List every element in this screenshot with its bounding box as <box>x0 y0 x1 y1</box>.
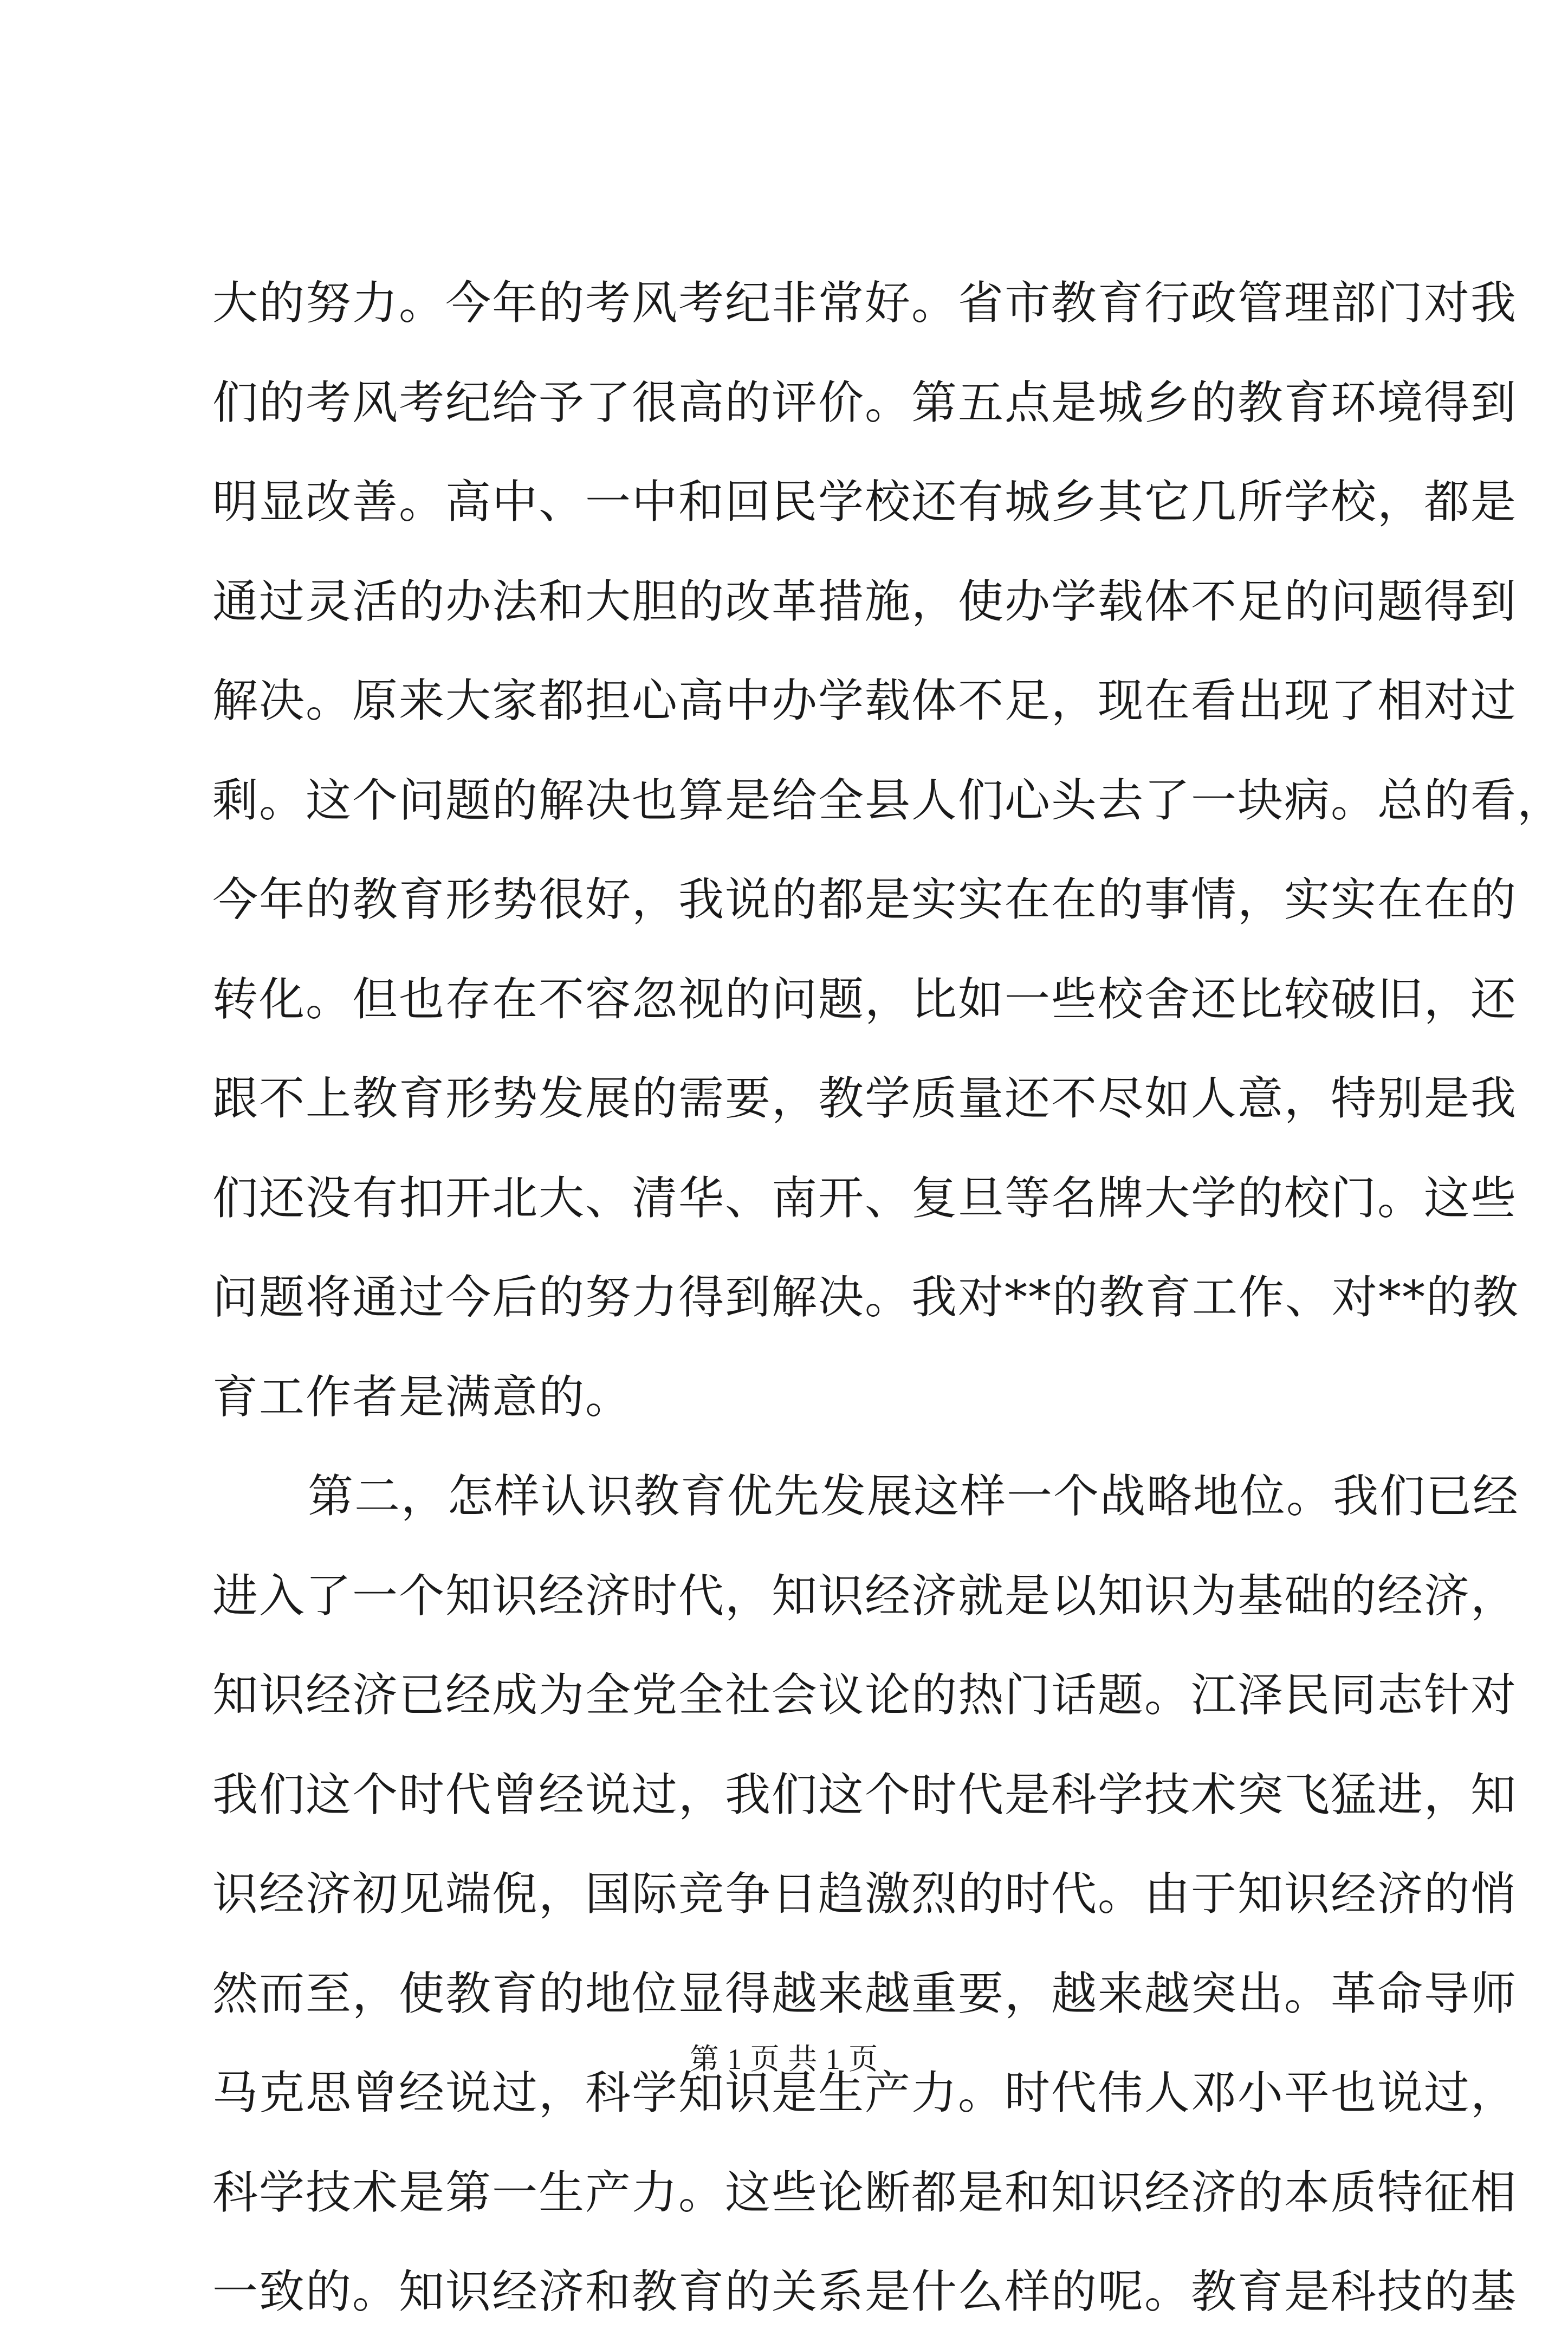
text-line: 们还没有扣开北大、清华、南开、复旦等名牌大学的校门。这些 <box>212 1171 1518 1225</box>
paragraph-start-line: 第二，怎样认识教育优先发展这样一个战略地位。我们已经 <box>308 1470 1520 1523</box>
text-line: 识经济初见端倪，国际竞争日趋激烈的时代。由于知识经济的悄 <box>212 1867 1518 1920</box>
page-footer: 第 1 页 共 1 页 <box>689 2043 879 2075</box>
text-line: 问题将通过今后的努力得到解决。我对**的教育工作、对**的教 <box>212 1271 1520 1324</box>
text-line: 今年的教育形势很好，我说的都是实实在在的事情，实实在在的 <box>212 873 1518 926</box>
text-line: 跟不上教育形势发展的需要，教学质量还不尽如人意，特别是我 <box>212 1072 1518 1125</box>
text-line: 马克思曾经说过，科学知识是生产力。时代伟人邓小平也说过， <box>212 2066 1518 2119</box>
text-line: 解决。原来大家都担心高中办学载体不足，现在看出现了相对过 <box>212 674 1518 727</box>
text-line: 知识经济已经成为全党全社会议论的热门话题。江泽民同志针对 <box>212 1668 1518 1722</box>
text-line: 通过灵活的办法和大胆的改革措施，使办学载体不足的问题得到 <box>212 574 1518 628</box>
text-line: 我们这个时代曾经说过，我们这个时代是科学技术突飞猛进，知 <box>212 1768 1518 1821</box>
paragraph-end-line: 育工作者是满意的。 <box>212 1370 632 1424</box>
text-line: 一致的。知识经济和教育的关系是什么样的呢。教育是科技的基 <box>212 2265 1518 2318</box>
text-line: 明显改善。高中、一中和回民学校还有城乡其它几所学校，都是 <box>212 475 1518 528</box>
text-line: 剩。这个问题的解决也算是给全县人们心头去了一块病。总的看， <box>212 773 1564 827</box>
text-line: 进入了一个知识经济时代，知识经济就是以知识为基础的经济， <box>212 1569 1518 1622</box>
document-body <box>212 254 1564 2342</box>
text-line: 转化。但也存在不容忽视的问题，比如一些校舍还比较破旧，还 <box>212 972 1518 1026</box>
text-line: 们的考风考纪给予了很高的评价。第五点是城乡的教育环境得到 <box>212 376 1518 429</box>
text-line: 科学技术是第一生产力。这些论断都是和知识经济的本质特征相 <box>212 2165 1518 2219</box>
text-line: 然而至，使教育的地位显得越来越重要，越来越突出。革命导师 <box>212 1966 1518 2020</box>
text-line: 大的努力。今年的考风考纪非常好。省市教育行政管理部门对我 <box>212 276 1518 329</box>
